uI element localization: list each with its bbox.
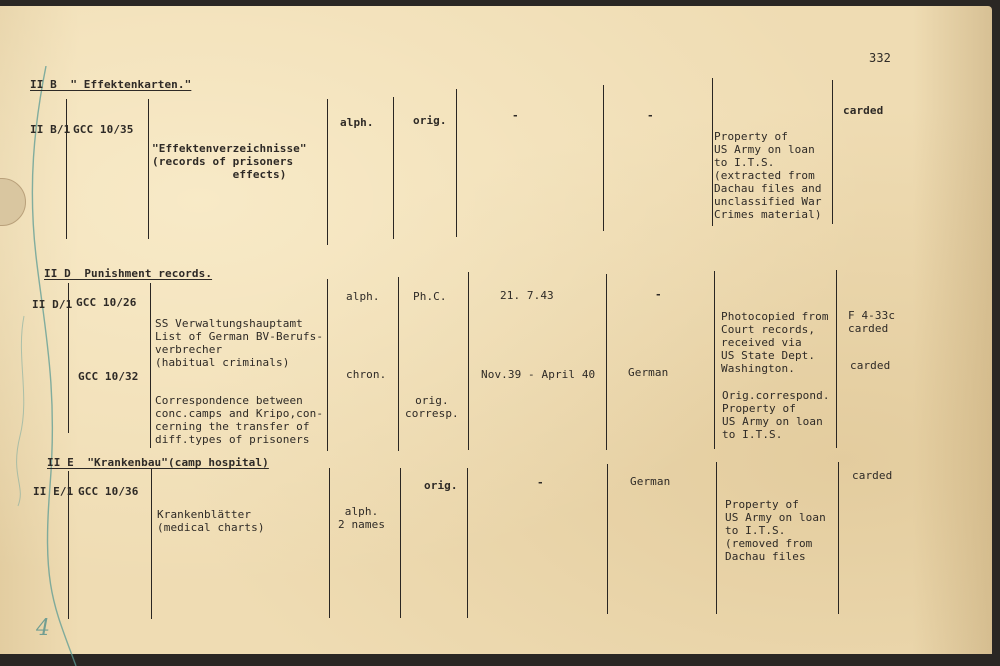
row-remarks: Orig.correspond. Property of US Army on loan to I.T.S.: [722, 389, 830, 441]
column-rule: [66, 99, 67, 239]
row-type: orig.: [424, 479, 458, 492]
row-type: orig. corresp.: [405, 394, 459, 420]
column-rule: [603, 85, 604, 231]
row-desc: "Effektenverzeichnisse" (records of prisoners effects): [152, 142, 307, 181]
column-rule: [68, 283, 69, 433]
row-type: orig.: [413, 114, 447, 127]
column-rule: [400, 468, 401, 618]
column-rule: [606, 274, 607, 450]
column-rule: [467, 468, 468, 618]
column-rule: [714, 271, 715, 449]
section-heading: II D Punishment records.: [44, 267, 213, 280]
row-code: II D/1: [32, 298, 73, 311]
row-dates: -: [537, 476, 544, 489]
column-rule: [607, 464, 608, 614]
column-rule: [468, 272, 469, 450]
column-rule: [716, 462, 717, 614]
column-rule: [327, 99, 328, 245]
row-status: carded: [850, 359, 891, 372]
column-rule: [836, 270, 837, 448]
row-ref: GCC 10/35: [73, 123, 134, 136]
row-remarks: Property of US Army on loan to I.T.S. (extracted from Dachau files and unclassified War Crimes material): [714, 130, 822, 221]
column-rule: [398, 277, 399, 451]
column-rule: [393, 97, 394, 239]
column-rule: [68, 471, 69, 619]
row-code: II E/1: [33, 485, 74, 498]
page-number: 332: [869, 51, 891, 65]
row-desc: Krankenblätter (medical charts): [157, 508, 265, 534]
row-arrangement: chron.: [346, 368, 387, 381]
row-dates: Nov.39 - April 40: [481, 368, 596, 381]
row-arrangement: alph.: [346, 290, 380, 303]
row-language: -: [647, 109, 654, 122]
pencil-margin-line: [6, 66, 86, 666]
row-desc: SS Verwaltungshauptamt List of German BV-Berufs- verbrecher (habitual criminals): [155, 317, 324, 369]
row-ref: GCC 10/26: [76, 296, 137, 309]
column-rule: [148, 99, 149, 239]
row-status: F 4-33c carded: [848, 309, 896, 335]
ledger-page: [0, 6, 992, 654]
column-rule: [832, 80, 833, 224]
row-code: II B/1: [30, 123, 71, 136]
row-remarks: Photocopied from Court records, received via US State Dept. Washington.: [721, 310, 829, 375]
row-status: carded: [843, 104, 884, 117]
column-rule: [329, 468, 330, 618]
row-arrangement: alph.: [340, 116, 374, 129]
row-dates: 21. 7.43: [500, 289, 554, 302]
column-rule: [327, 279, 328, 451]
row-arrangement: alph. 2 names: [338, 505, 386, 531]
row-language: German: [630, 475, 671, 488]
column-rule: [712, 78, 713, 226]
row-language: -: [655, 288, 662, 301]
column-rule: [151, 469, 152, 619]
pencil-mark-4: 4: [36, 616, 50, 641]
row-desc: Correspondence between conc.camps and Kripo,con- cerning the transfer of diff.types of prisoners: [155, 394, 324, 446]
row-language: German: [628, 366, 669, 379]
row-ref: GCC 10/32: [78, 370, 139, 383]
column-rule: [456, 89, 457, 237]
column-rule: [150, 283, 151, 448]
row-ref: GCC 10/36: [78, 485, 139, 498]
column-rule: [838, 462, 839, 614]
section-heading: II E "Krankenbau"(camp hospital): [47, 456, 269, 469]
section-heading: II B " Effektenkarten.": [30, 78, 192, 91]
row-remarks: Property of US Army on loan to I.T.S. (removed from Dachau files: [725, 498, 826, 563]
row-dates: -: [512, 109, 519, 122]
row-status: carded: [852, 469, 893, 482]
row-type: Ph.C.: [413, 290, 447, 303]
